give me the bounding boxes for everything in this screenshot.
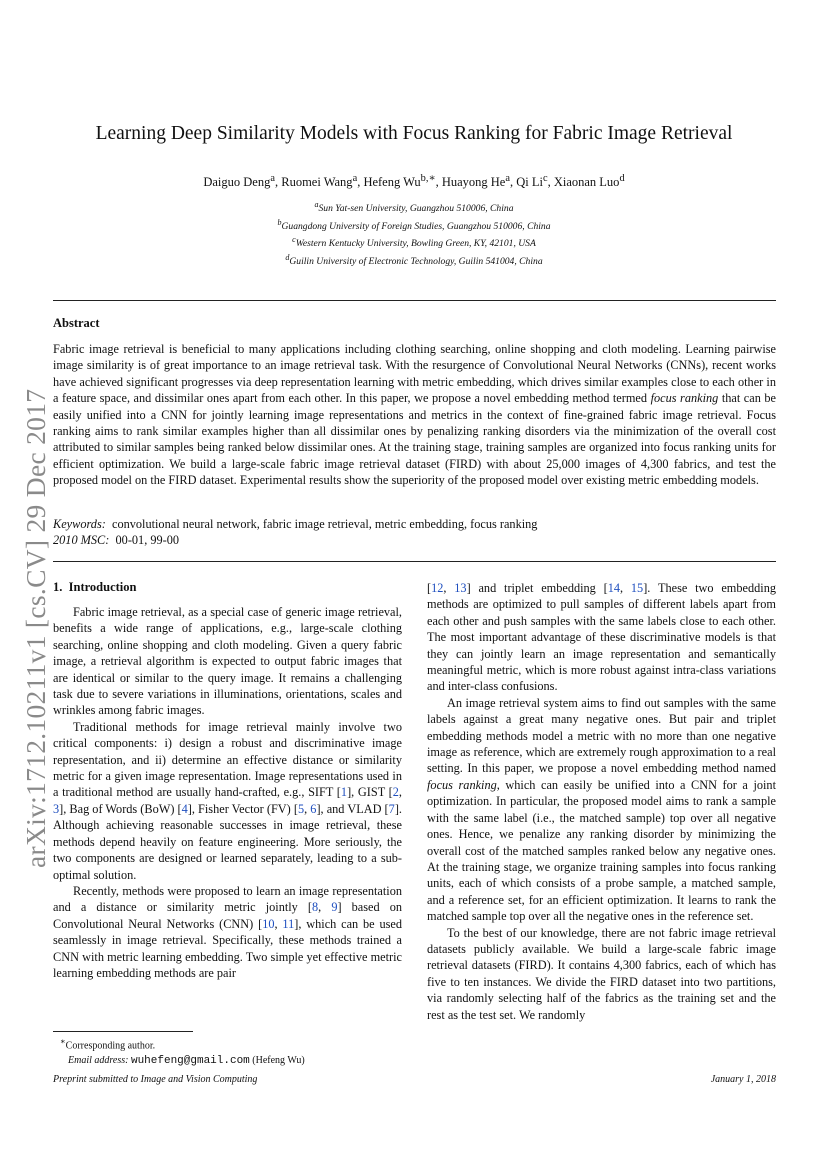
- citation-link[interactable]: 12: [431, 581, 444, 595]
- footer-date: January 1, 2018: [710, 1074, 776, 1085]
- divider: [53, 561, 776, 562]
- citation-link[interactable]: 11: [282, 916, 295, 931]
- email-link[interactable]: wuhefeng@gmail.com: [130, 1054, 250, 1067]
- keywords-text: convolutional neural network, fabric image retrieval, metric embedding, focus ranking: [111, 517, 538, 531]
- citation-link[interactable]: 6: [310, 801, 317, 816]
- citation-link[interactable]: 1: [340, 785, 348, 800]
- left-column: [53, 604, 402, 981]
- citation-link[interactable]: 13: [454, 581, 467, 595]
- citation-link[interactable]: 15: [630, 581, 644, 595]
- author-list: Daiguo Deng$^a$, Ruomei Wang$^a$, Hefeng $Wu^{b,∗}$, Huayong He$^a$, Qi Li$^c$, Xiaonan Luo$^d$: [203, 173, 625, 190]
- affiliation: $^a$Sun Yat-sen University, Guangzhou 510006, China: [314, 200, 514, 215]
- section-heading: 1. Introduction: [53, 580, 137, 594]
- abstract-heading: Abstract: [53, 316, 100, 330]
- arxiv-stamp: arXiv:1712.10211v1 [cs.CV] 29 Dec 2017: [20, 388, 51, 868]
- citation-link[interactable]: 9: [331, 900, 338, 915]
- author: Huayong He$^a$: [441, 173, 510, 190]
- divider: [53, 300, 776, 301]
- paragraph: Recently, methods were proposed to learn an image representation and a distance or similarity metric jointly [8, 9] based on Convolutional Neural Networks (CNN) [10, 11], which can be used seamlessly in image retrieval. Specifically, these methods trained a CNN with metric learning embedding. Two simple yet effective metric learning embedding methods are pair: [53, 883, 403, 980]
- author: Hefeng $Wu^{b,∗}$: [363, 173, 436, 190]
- affiliation: $^d$Guilin University of Electronic Technology, Guilin 541004, China: [285, 252, 543, 267]
- footer-journal: Preprint submitted to Image and Vision Computing: [53, 1074, 258, 1085]
- paragraph: To the best of our knowledge, there are not fabric image retrieval datasets publicly available. We build a large-scale fabric image retrieval datasets (FIRD). It contains 4,300 fabrics, each of which has five to ten instances. We divide the FIRD dataset into two partitions, via randomly selecting half of the fabrics as the training set and the rest as the test set. We randomly: [427, 925, 776, 1022]
- abstract-body: Fabric image retrieval is beneficial to many applications including clothing searching, online shopping and cloth modeling. Learning pairwise image similarity is of great importance to an image retrieval task. With the resurgence of Convolutional Neural Networks (CNNs), recent works have achieved significant progresses via deep representation learning with metric embedding, which drives similar examples close to each other in a feature space, and dissimilar ones apart from each other. In this paper, we propose a novel embedding method termed focus ranking that can be easily unified into a CNN for jointly learning image representations and metrics in the context of fine-grained fabric image retrieval. Focus ranking aims to rank similar examples higher than all dissimilar ones by penalizing ranking disorders via the minimization of the overall cost attributed to similar samples being ranked below dissimilar ones. At the training stage, training samples are organized into focus ranking units for efficient optimization. We build a large-scale fabric image retrieval dataset (FIRD) with about 25,000 images of 4,300 fabrics, and test the proposed model on the FIRD dataset. Experimental results show the superiority of the proposed model over existing metric embedding models.: [53, 342, 776, 488]
- keywords: [53, 516, 776, 548]
- right-column: [427, 580, 776, 1023]
- author: Ruomei Wang$^a$: [281, 173, 358, 190]
- keywords-label: Keywords:: [53, 517, 106, 531]
- citation-link[interactable]: 4: [181, 801, 188, 816]
- citation-link[interactable]: 8: [312, 900, 319, 915]
- citation-link[interactable]: 14: [607, 581, 621, 595]
- affiliations: [0, 198, 828, 268]
- citation-link[interactable]: 10: [262, 916, 275, 931]
- footnote: ∗Corresponding author. Email address: wuhefeng@gmail.com (Hefeng Wu): [60, 1037, 305, 1067]
- author: Qi Li$^c$: [516, 173, 548, 190]
- citation-link[interactable]: 2: [392, 785, 399, 800]
- paragraph: Fabric image retrieval, as a special case of generic image retrieval, benefits a wide range of applications, e.g., large-scale clothing searching, online shopping and cloth modeling. Given a query fabric image, a retrieval algorithm is expected to output fabric images that are identical or similar to the query image. It remains a challenging task due to severe variations in illuminations, orientations, scales and wrinkles among fabric images.: [53, 605, 402, 718]
- affiliation: $^c$Western Kentucky University, Bowling Green, KY, 42101, USA: [292, 235, 536, 250]
- citation-link[interactable]: 7: [388, 801, 395, 816]
- paragraph: An image retrieval system aims to find out samples with the same labels against a great many negative ones. But pair and triplet embedding methods model a metric with no more than one negative image as reference, which are extremely rough approximation to a real setting. In this paper, we propose a novel embedding method named focus ranking, which can easily be unified into a CNN for a joint optimization. In particular, the proposed model aims to rank a sample with the same label (i.e., the matched sample) top over all negative ones. Hence, we penalize any ranking disorder by minimizing the overall cost of the matched samples ranked below any negative ones. At the training stage, we organize training samples into focus ranking units, each of which consists of a probe sample, a matched sample, and a reference set, for an efficient optimization. It learns to rank the matched sample top over all the negative ones in the reference set.: [427, 695, 776, 924]
- paragraph: [12, 13] and triplet embedding [14, 15]. These two embedding methods are optimized to pull samples of different labels apart from each other and push samples with the same labels close to each other. The most important advantage of these discriminative models is that they can jointly learn an image representation and semantically meaningful metric, which is more robust against intra-class variations and inter-class confusions.: [427, 581, 776, 694]
- citation-link[interactable]: 5: [297, 801, 305, 816]
- citation-link[interactable]: 3: [53, 801, 60, 816]
- paragraph: Traditional methods for image retrieval mainly involve two critical components: i) design a robust and discriminative image representation, and ii) determine an effective distance or similarity metric for a given image representation. Image representations used in a traditional method are usually hand-crafted, e.g., SIFT [1], GIST [2, 3], Bag of Words (BoW) [4], Fisher Vector (FV) [5, 6], and VLAD [7]. Although achieving reasonable successes in image retrieval, these methods depend heavily on feature engineering. More seriously, the two components are designed or learned separately, leading to a sub-optimal solution.: [53, 719, 402, 882]
- author: Xiaonan Luo$^d$: [553, 173, 625, 190]
- affiliation: $^b$Guangdong University of Foreign Studies, Guangzhou 510006, China: [277, 217, 551, 232]
- paper-title: Learning Deep Similarity Models with Focus Ranking for Fabric Image Retrieval: [95, 123, 733, 144]
- author: Daiguo Deng$^a$: [203, 173, 275, 190]
- msc-label: 2010 MSC:: [53, 533, 110, 547]
- footnote-rule: [53, 1031, 193, 1032]
- msc-text: 00-01, 99-00: [115, 533, 180, 547]
